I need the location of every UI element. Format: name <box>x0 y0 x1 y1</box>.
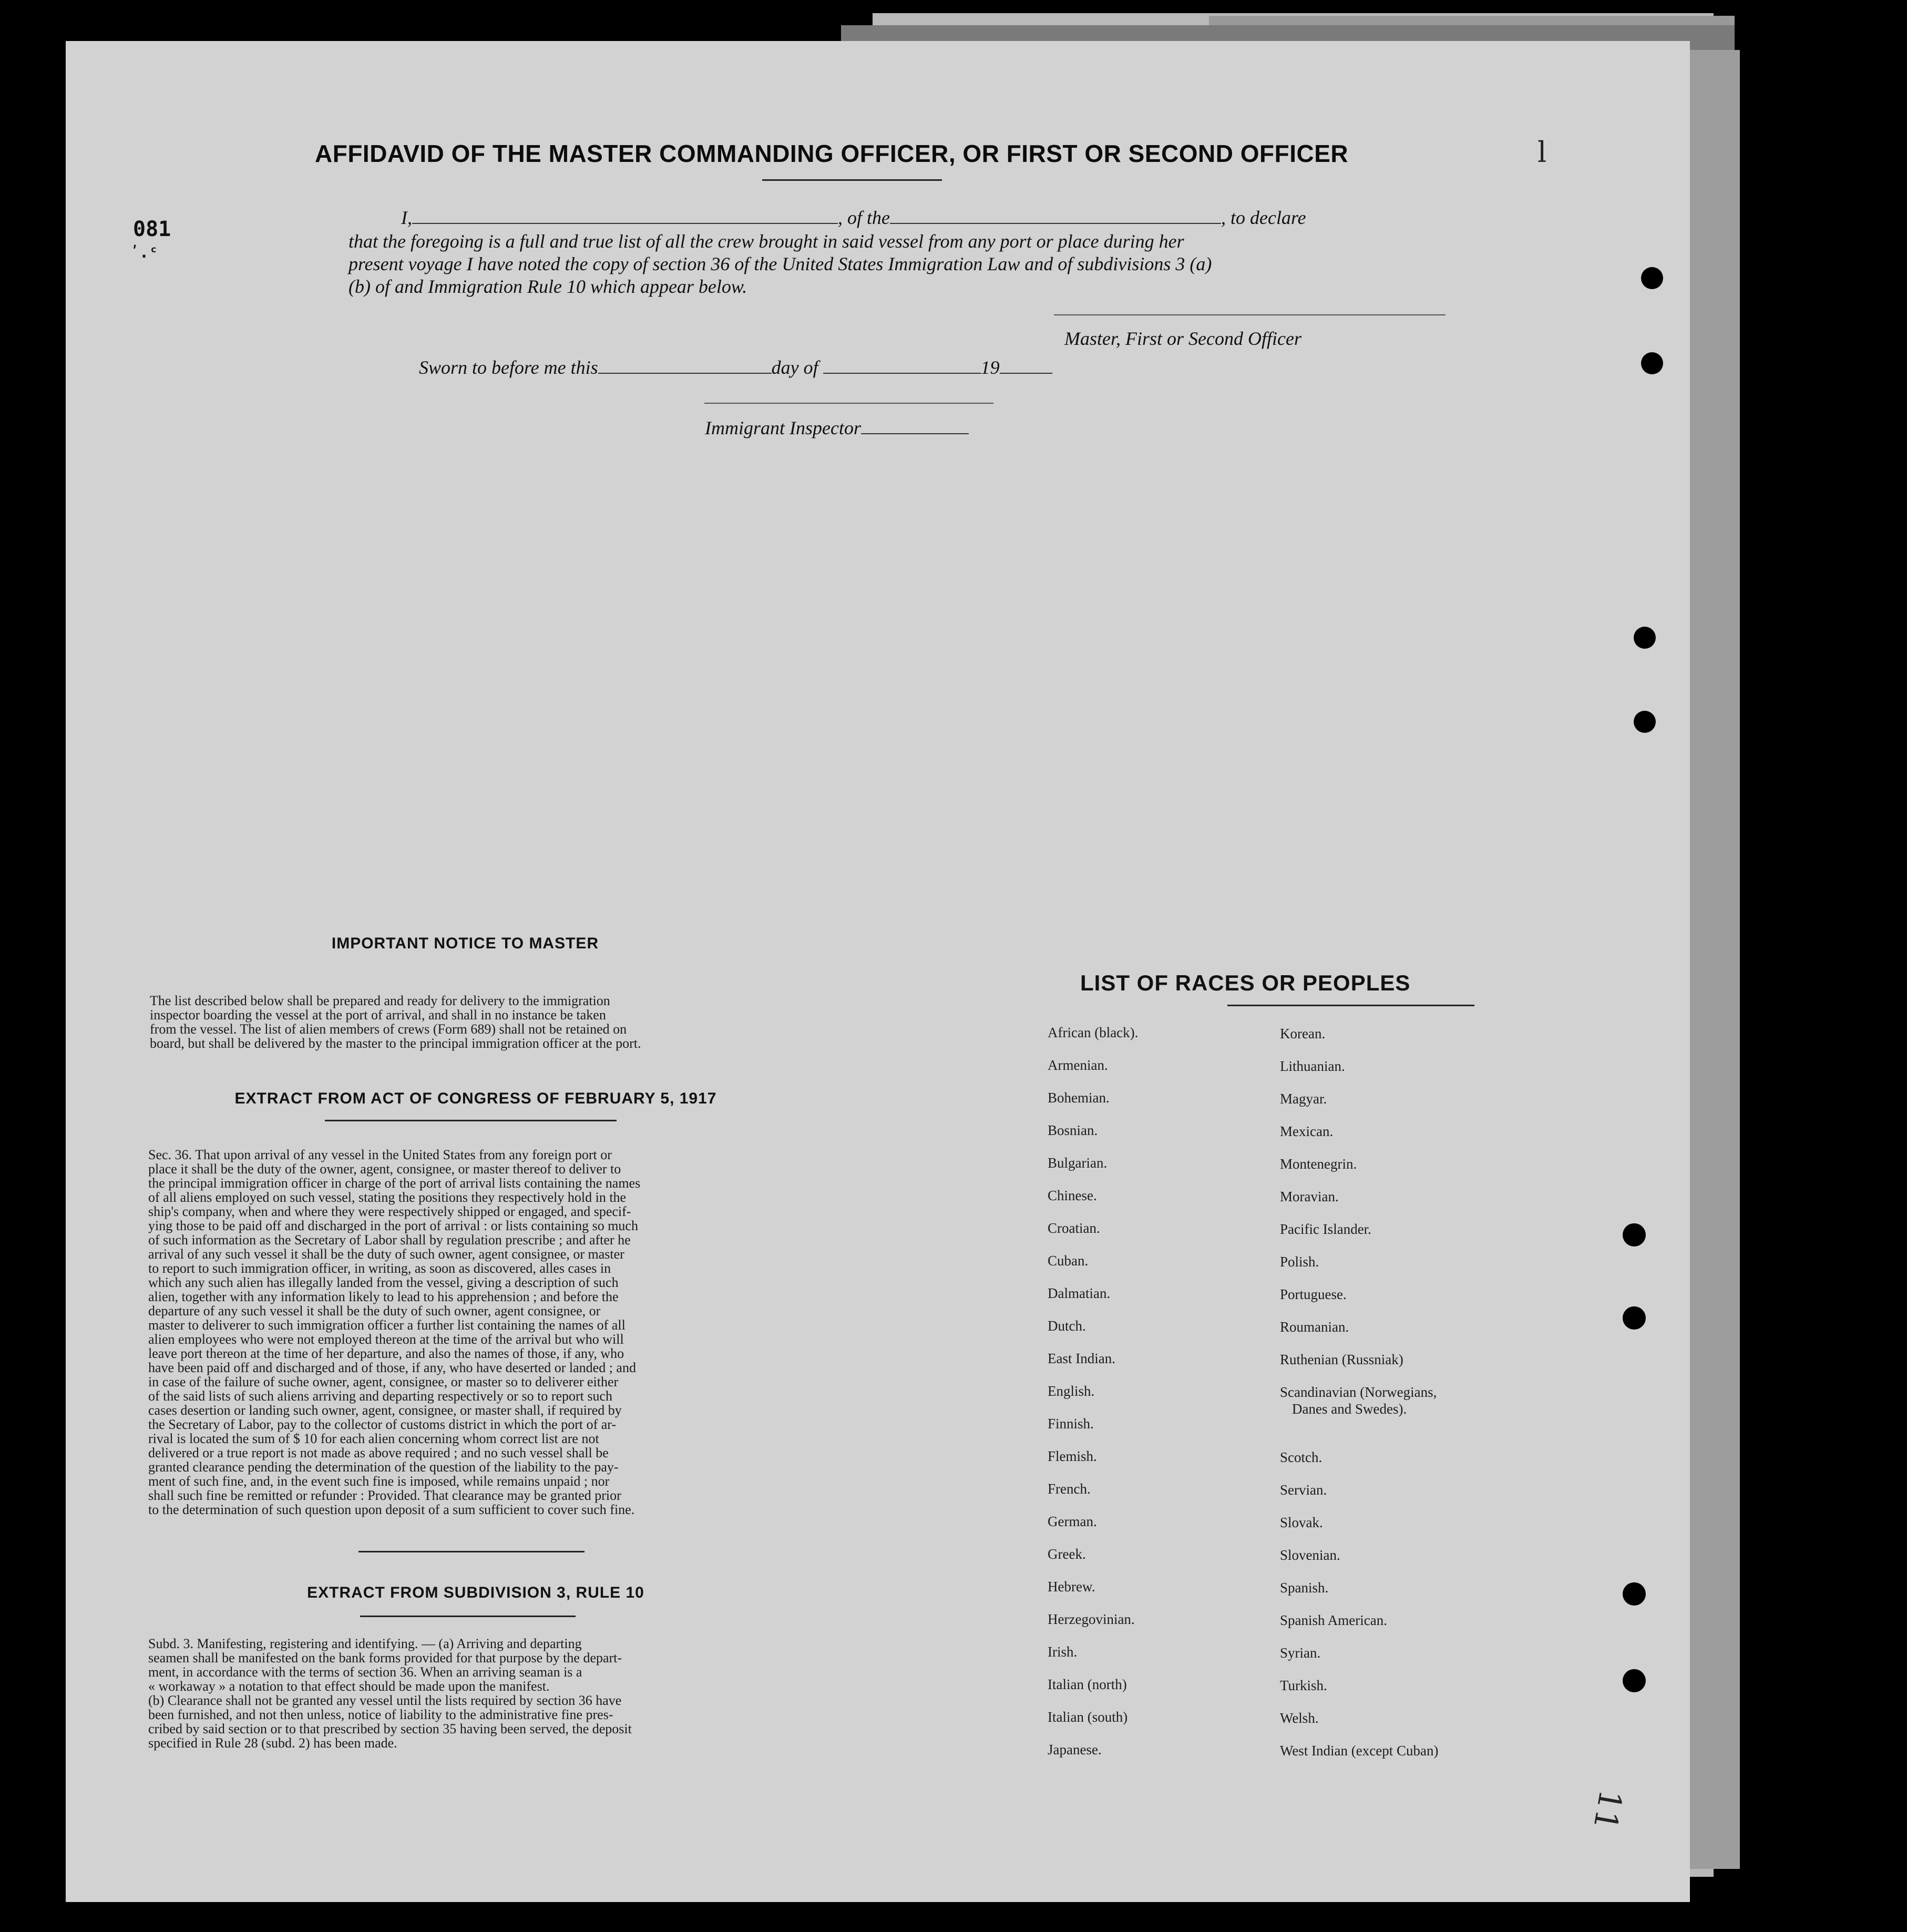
to-declare-label: , to declare <box>1221 207 1306 228</box>
act-line: ship's company, when and where they were respectively shipped or engaged, and specif- <box>148 1204 631 1219</box>
race-item: Italian (south) <box>1048 1709 1128 1725</box>
sworn-day-field[interactable] <box>598 373 772 374</box>
sworn-year-field[interactable] <box>1000 373 1052 374</box>
punch-hole <box>1623 1669 1646 1692</box>
act-line: granted clearance pending the determination of the question of the liability to the pay- <box>148 1459 619 1475</box>
act-line: master to deliverer to such immigration officer a further list containing the names of all <box>148 1317 626 1333</box>
notice-line: from the vessel. The list of alien members of crews (Form 689) shall not be retained on <box>150 1021 627 1037</box>
notice-heading: IMPORTANT NOTICE TO MASTER <box>331 935 599 952</box>
race-item: Lithuanian. <box>1280 1058 1345 1074</box>
race-item: French. <box>1048 1481 1091 1497</box>
race-item: Cuban. <box>1048 1253 1089 1269</box>
act-line: place it shall be the duty of the owner, agent, consignee, or master thereof to deliver to <box>148 1161 621 1177</box>
day-of-label: day of <box>771 357 818 378</box>
act-line: of all aliens employed on such vessel, stating the positions they respectively hold in the <box>148 1190 627 1205</box>
race-item: Slovenian. <box>1280 1547 1340 1563</box>
punch-hole <box>1634 711 1656 733</box>
affidavit-line-1 <box>401 207 1306 229</box>
act-line: alien, together with any information likely to lead to his apprehension ; and before the <box>148 1289 619 1304</box>
act-line: of the said lists of such aliens arriving and departing respectively or so to report such <box>148 1388 613 1404</box>
race-item: Polish. <box>1280 1254 1319 1270</box>
act-line: the Secretary of Labor, pay to the collector of customs district in which the port of ar- <box>148 1417 617 1432</box>
race-item: Japanese. <box>1048 1742 1102 1757</box>
act-line: alien employees who were not employed thereon at the time of the arrival but who will <box>148 1332 624 1347</box>
affidavit-line-2: that the foregoing is a full and true list of all the crew brought in said vessel from any port or place during her <box>348 231 1184 252</box>
race-item: Dalmatian. <box>1048 1285 1111 1301</box>
rule-line: been furnished, and not then unless, notice of liability to the administrative fine pres- <box>148 1707 613 1722</box>
year-prefix: 19 <box>980 357 1000 378</box>
act-line: departure of any such vessel it shall be the duty of such owner, agent consignee, or <box>148 1303 601 1318</box>
race-item: Croatian. <box>1048 1220 1100 1236</box>
rule-line: « workaway » a notation to that effect should be made upon the manifest. <box>148 1679 550 1694</box>
race-item: Montenegrin. <box>1280 1156 1357 1172</box>
race-item: Spanish. <box>1280 1580 1329 1596</box>
race-item: Turkish. <box>1280 1678 1327 1693</box>
race-item: Armenian. <box>1048 1057 1108 1073</box>
act-line: shall such fine be remitted or refunder : Provided. That clearance may be granted prior <box>148 1488 621 1503</box>
act-line: of such information as the Secretary of Labor shall by regulation prescribe ; and after he <box>148 1232 631 1248</box>
punch-hole <box>1623 1582 1646 1606</box>
affidavit-line-3: present voyage I have noted the copy of section 36 of the United States Immigration Law and of subdivisions 3 (a) <box>348 253 1212 274</box>
page-number-mark: 11 <box>1586 1787 1629 1833</box>
race-item: Dutch. <box>1048 1318 1086 1334</box>
sworn-line <box>419 356 1052 379</box>
act-line: ment of such fine, and, in the event such fine is imposed, while remains unpaid ; nor <box>148 1474 610 1489</box>
race-item: German. <box>1048 1514 1097 1529</box>
act-line: Sec. 36. That upon arrival of any vessel in the United States from any foreign port or <box>148 1147 612 1162</box>
margin-stamp-sub: ʹ.ᶜ <box>130 243 159 262</box>
notice-body <box>150 994 778 1050</box>
race-item: Servian. <box>1280 1482 1327 1498</box>
rule-line: seamen shall be manifested on the bank forms provided for that purpose by the depart- <box>148 1650 622 1665</box>
act-line: to report to such immigration officer, in writing, as soon as discovered, alles cases in <box>148 1261 611 1276</box>
race-item: Bohemian. <box>1048 1090 1110 1106</box>
margin-stamp: 081 <box>133 217 171 241</box>
act-line: which any such alien has illegally landed from the vessel, giving a description of such <box>148 1275 619 1290</box>
punch-hole <box>1641 267 1663 289</box>
race-item: Italian (north) <box>1048 1677 1127 1692</box>
document-page <box>66 41 1690 1902</box>
race-item: East Indian. <box>1048 1351 1115 1366</box>
rule-line: cribed by said section or to that prescribed by section 35 having been served, the deposit <box>148 1721 632 1736</box>
race-item: Finnish. <box>1048 1416 1094 1432</box>
page-title: AFFIDAVID OF THE MASTER COMMANDING OFFICER, OR FIRST OR SECOND OFFICER <box>315 140 1349 167</box>
inspector-field[interactable] <box>861 433 969 434</box>
race-item: Irish. <box>1048 1644 1078 1660</box>
notice-line: inspector boarding the vessel at the port of arrival, and shall in no instance be taken <box>150 1007 606 1023</box>
inspector-label: Immigrant Inspector <box>705 417 861 438</box>
act-line: rival is located the sum of $ 10 for each alien concerning whom correct list are not <box>148 1431 599 1446</box>
act-heading-underline <box>325 1120 617 1121</box>
punch-hole <box>1623 1223 1646 1246</box>
affidavit-prefix: I, <box>401 207 412 228</box>
race-item: English. <box>1048 1383 1095 1399</box>
punch-hole <box>1634 627 1656 649</box>
sworn-label: Sworn to before me this <box>419 357 598 378</box>
backing-strip <box>1690 50 1740 1869</box>
vessel-field[interactable] <box>890 223 1221 224</box>
rule-line: specified in Rule 28 (subd. 2) has been made. <box>148 1735 397 1751</box>
race-item: Roumanian. <box>1280 1319 1349 1335</box>
races-heading-underline <box>1227 1005 1474 1006</box>
race-item: Bulgarian. <box>1048 1155 1108 1171</box>
corner-mark: l <box>1537 136 1547 169</box>
act-line: to the determination of such question upon deposit of a sum sufficient to cover such fine. <box>148 1502 635 1517</box>
signature-line[interactable] <box>1054 314 1445 315</box>
race-item: Welsh. <box>1280 1710 1319 1726</box>
rule-heading: EXTRACT FROM SUBDIVISION 3, RULE 10 <box>307 1584 644 1601</box>
name-field[interactable] <box>412 223 838 224</box>
act-line: arrival of any such vessel it shall be the duty of such owner, agent consignee, or master <box>148 1246 624 1262</box>
punch-hole <box>1623 1306 1646 1330</box>
act-line: in case of the failure of suche owner, agent, consignee, or master so to deliverer either <box>148 1374 619 1389</box>
race-item: Bosnian. <box>1048 1122 1098 1138</box>
race-item: Magyar. <box>1280 1091 1327 1107</box>
race-item: African (black). <box>1048 1025 1139 1040</box>
rule-line: (b) Clearance shall not be granted any vessel until the lists required by section 36 have <box>148 1693 622 1708</box>
races-heading: LIST OF RACES OR PEOPLES <box>1080 970 1411 995</box>
race-item: Herzegovinian. <box>1048 1611 1135 1627</box>
race-item: Ruthenian (Russniak) <box>1280 1352 1403 1367</box>
notice-line: board, but shall be delivered by the master to the principal immigration officer at the port. <box>150 1036 641 1051</box>
rule-heading-underline <box>360 1616 576 1617</box>
race-item: Chinese. <box>1048 1188 1097 1203</box>
race-item: Scotch. <box>1280 1449 1322 1465</box>
rule-line: Subd. 3. Manifesting, registering and identifying. — (a) Arriving and departing <box>148 1636 582 1651</box>
race-item: Spanish American. <box>1280 1612 1387 1628</box>
race-item: Portuguese. <box>1280 1286 1347 1302</box>
race-item: Greek. <box>1048 1546 1086 1562</box>
notice-line: The list described below shall be prepared and ready for delivery to the immigration <box>150 993 610 1008</box>
sworn-month-field[interactable] <box>823 373 981 374</box>
act-line: have been paid off and discharged and of those, if any, who have deserted or landed ; and <box>148 1360 636 1375</box>
race-item: Korean. <box>1280 1026 1326 1041</box>
race-item: West Indian (except Cuban) <box>1280 1743 1439 1759</box>
race-item: Flemish. <box>1048 1448 1097 1464</box>
act-body <box>148 1148 778 1517</box>
punch-hole <box>1641 352 1663 374</box>
title-underline <box>762 179 942 181</box>
act-line: delivered or a true report is not made as above required ; and no such vessel shall be <box>148 1445 609 1460</box>
race-item: Scandinavian (Norwegians, <box>1280 1384 1437 1400</box>
inspector-signature-line[interactable] <box>704 403 993 404</box>
race-item: Moravian. <box>1280 1189 1339 1204</box>
act-heading: EXTRACT FROM ACT OF CONGRESS OF FEBRUARY 5, 1917 <box>234 1090 717 1107</box>
race-item: Danes and Swedes). <box>1292 1401 1407 1417</box>
act-line: the principal immigration officer in charge of the port of arrival lists containing the names <box>148 1175 641 1191</box>
rule-line: ment, in accordance with the terms of section 36. When an arriving seaman is a <box>148 1664 582 1680</box>
signature-label: Master, First or Second Officer <box>1064 328 1301 349</box>
act-line: leave port thereon at the time of her departure, and also the names of those, if any, who <box>148 1346 624 1361</box>
race-item: Syrian. <box>1280 1645 1321 1661</box>
affidavit-line-4: (b) of and Immigration Rule 10 which appear below. <box>348 276 747 297</box>
race-item: Hebrew. <box>1048 1579 1095 1594</box>
rule-body <box>148 1637 778 1750</box>
of-the-label: , of the <box>838 207 890 228</box>
act-end-rule <box>358 1551 585 1552</box>
inspector-line <box>705 417 969 439</box>
race-item: Pacific Islander. <box>1280 1221 1371 1237</box>
act-line: ying those to be paid off and discharged in the port of arrival : or lists containing so much <box>148 1218 638 1233</box>
race-item: Mexican. <box>1280 1123 1334 1139</box>
act-line: cases desertion or landing such owner, agent, consignee, or master shall, if required by <box>148 1403 622 1418</box>
race-item: Slovak. <box>1280 1515 1323 1530</box>
